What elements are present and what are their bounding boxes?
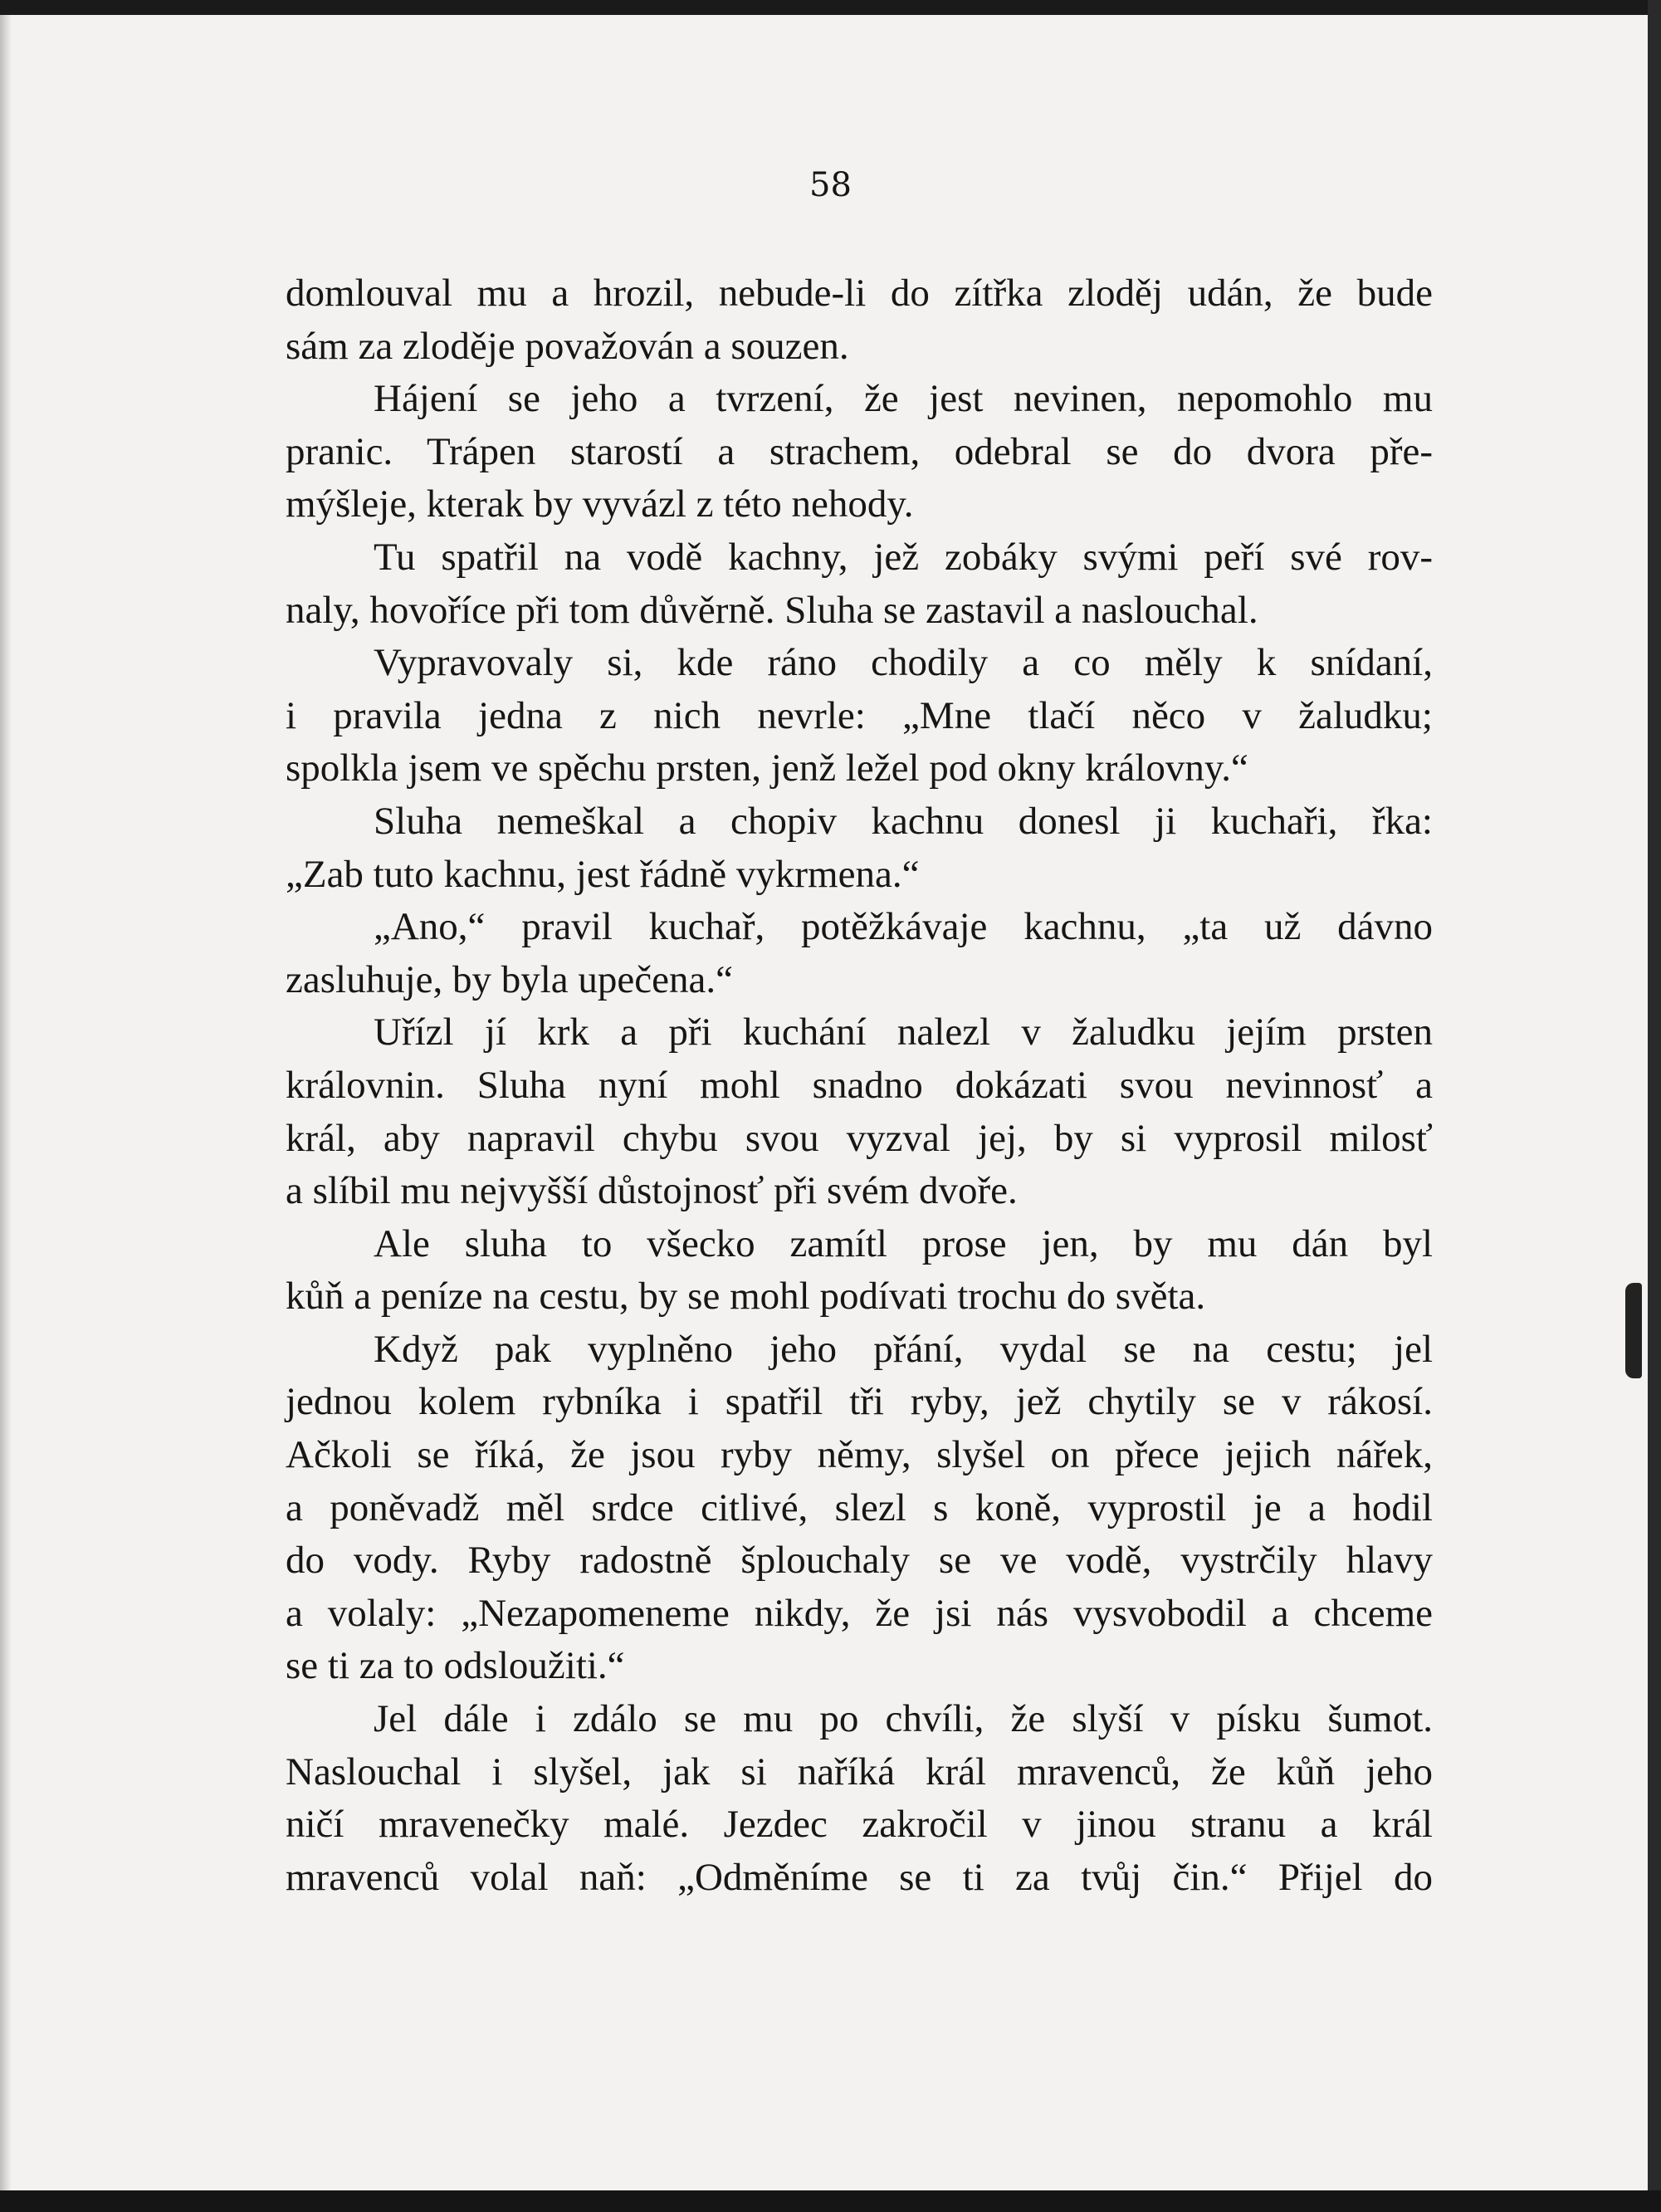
page-number: 58 xyxy=(809,166,852,204)
scan-border-right xyxy=(1648,0,1661,2212)
text-line: Když pak vyplněno jeho přání, vydal se na cestu; jel xyxy=(374,1327,1433,1371)
text-line: Tu spatřil na vodě kachny, jež zobáky svými peří své rov- xyxy=(374,535,1433,579)
text-line: Hájení se jeho a tvrzení, že jest nevinen, nepomohlo mu xyxy=(374,377,1433,421)
text-line: a poněvadž měl srdce citlivé, slezl s koně, vyprostil je a hodil xyxy=(286,1485,1433,1529)
text-line: král, aby napravil chybu svou vyzval jej, by si vyprosil milosť xyxy=(286,1116,1433,1160)
text-line: Jel dále i zdálo se mu po chvíli, že slyší v písku šumot. xyxy=(374,1697,1433,1741)
text-line: Sluha nemeškal a chopiv kachnu donesl ji kuchaři, řka: xyxy=(374,799,1433,843)
text-line: naly, hovoříce při tom důvěrně. Sluha se zastavil a naslouchal. xyxy=(286,588,1258,632)
page-edge-shadow xyxy=(0,15,12,2190)
text-line: se ti za to odsloužiti.“ xyxy=(286,1644,625,1688)
text-line: „Zab tuto kachnu, jest řádně vykrmena.“ xyxy=(286,852,920,896)
text-line: zasluhuje, by byla upečena.“ xyxy=(286,957,733,1001)
text-line: Ale sluha to všecko zamítl prose jen, by mu dán byl xyxy=(374,1221,1433,1265)
text-line: mýšleje, kterak by vyvázl z této nehody. xyxy=(286,482,914,526)
text-line: královnin. Sluha nyní mohl snadno dokázati svou nevinnosť a xyxy=(286,1063,1433,1107)
text-line: pranic. Trápen starostí a strachem, odebral se do dvora pře- xyxy=(286,429,1433,473)
text-line: domlouval mu a hrozil, nebude-li do zítřka zloděj udán, že bude xyxy=(286,272,1433,315)
text-line: „Ano,“ pravil kuchař, potěžkávaje kachnu, „ta už dávno xyxy=(374,905,1433,949)
text-line: a volaly: „Nezapomeneme nikdy, že jsi nás vysvobodil a chceme xyxy=(286,1591,1433,1635)
binding-clip xyxy=(1625,1283,1642,1378)
text-line: jednou kolem rybníka i spatřil tři ryby, jež chytily se v rákosí. xyxy=(286,1380,1433,1424)
text-line: Ačkoli se říká, že jsou ryby němy, slyšel on přece jejich nářek, xyxy=(286,1433,1433,1477)
text-line: Vypravovaly si, kde ráno chodily a co měly k snídaní, xyxy=(374,641,1433,685)
text-line: ničí mravenečky malé. Jezdec zakročil v jinou stranu a král xyxy=(286,1803,1433,1847)
text-line: i pravila jedna z nich nevrle: „Mne tlačí něco v žaludku; xyxy=(286,693,1433,737)
text-line: mravenců volal naň: „Odměníme se ti za tvůj čin.“ Přijel do xyxy=(286,1855,1433,1899)
text-line: kůň a peníze na cestu, by se mohl podívati trochu do světa. xyxy=(286,1275,1206,1319)
text-line: sám za zloděje považován a souzen. xyxy=(286,324,849,368)
body-text xyxy=(286,267,1433,1904)
text-line: spolkla jsem ve spěchu prsten, jenž ležel pod okny královny.“ xyxy=(286,746,1248,790)
text-line: Naslouchal i slyšel, jak si naříká král mravenců, že kůň jeho xyxy=(286,1750,1433,1794)
scan-border-bottom xyxy=(0,2190,1661,2212)
text-line: do vody. Ryby radostně šplouchaly se ve vodě, vystrčily hlavy xyxy=(286,1539,1433,1583)
text-line: Uřízl jí krk a při kuchání nalezl v žaludku jejím prsten xyxy=(374,1011,1433,1055)
text-line: a slíbil mu nejvyšší důstojnosť při svém dvoře. xyxy=(286,1169,1018,1213)
